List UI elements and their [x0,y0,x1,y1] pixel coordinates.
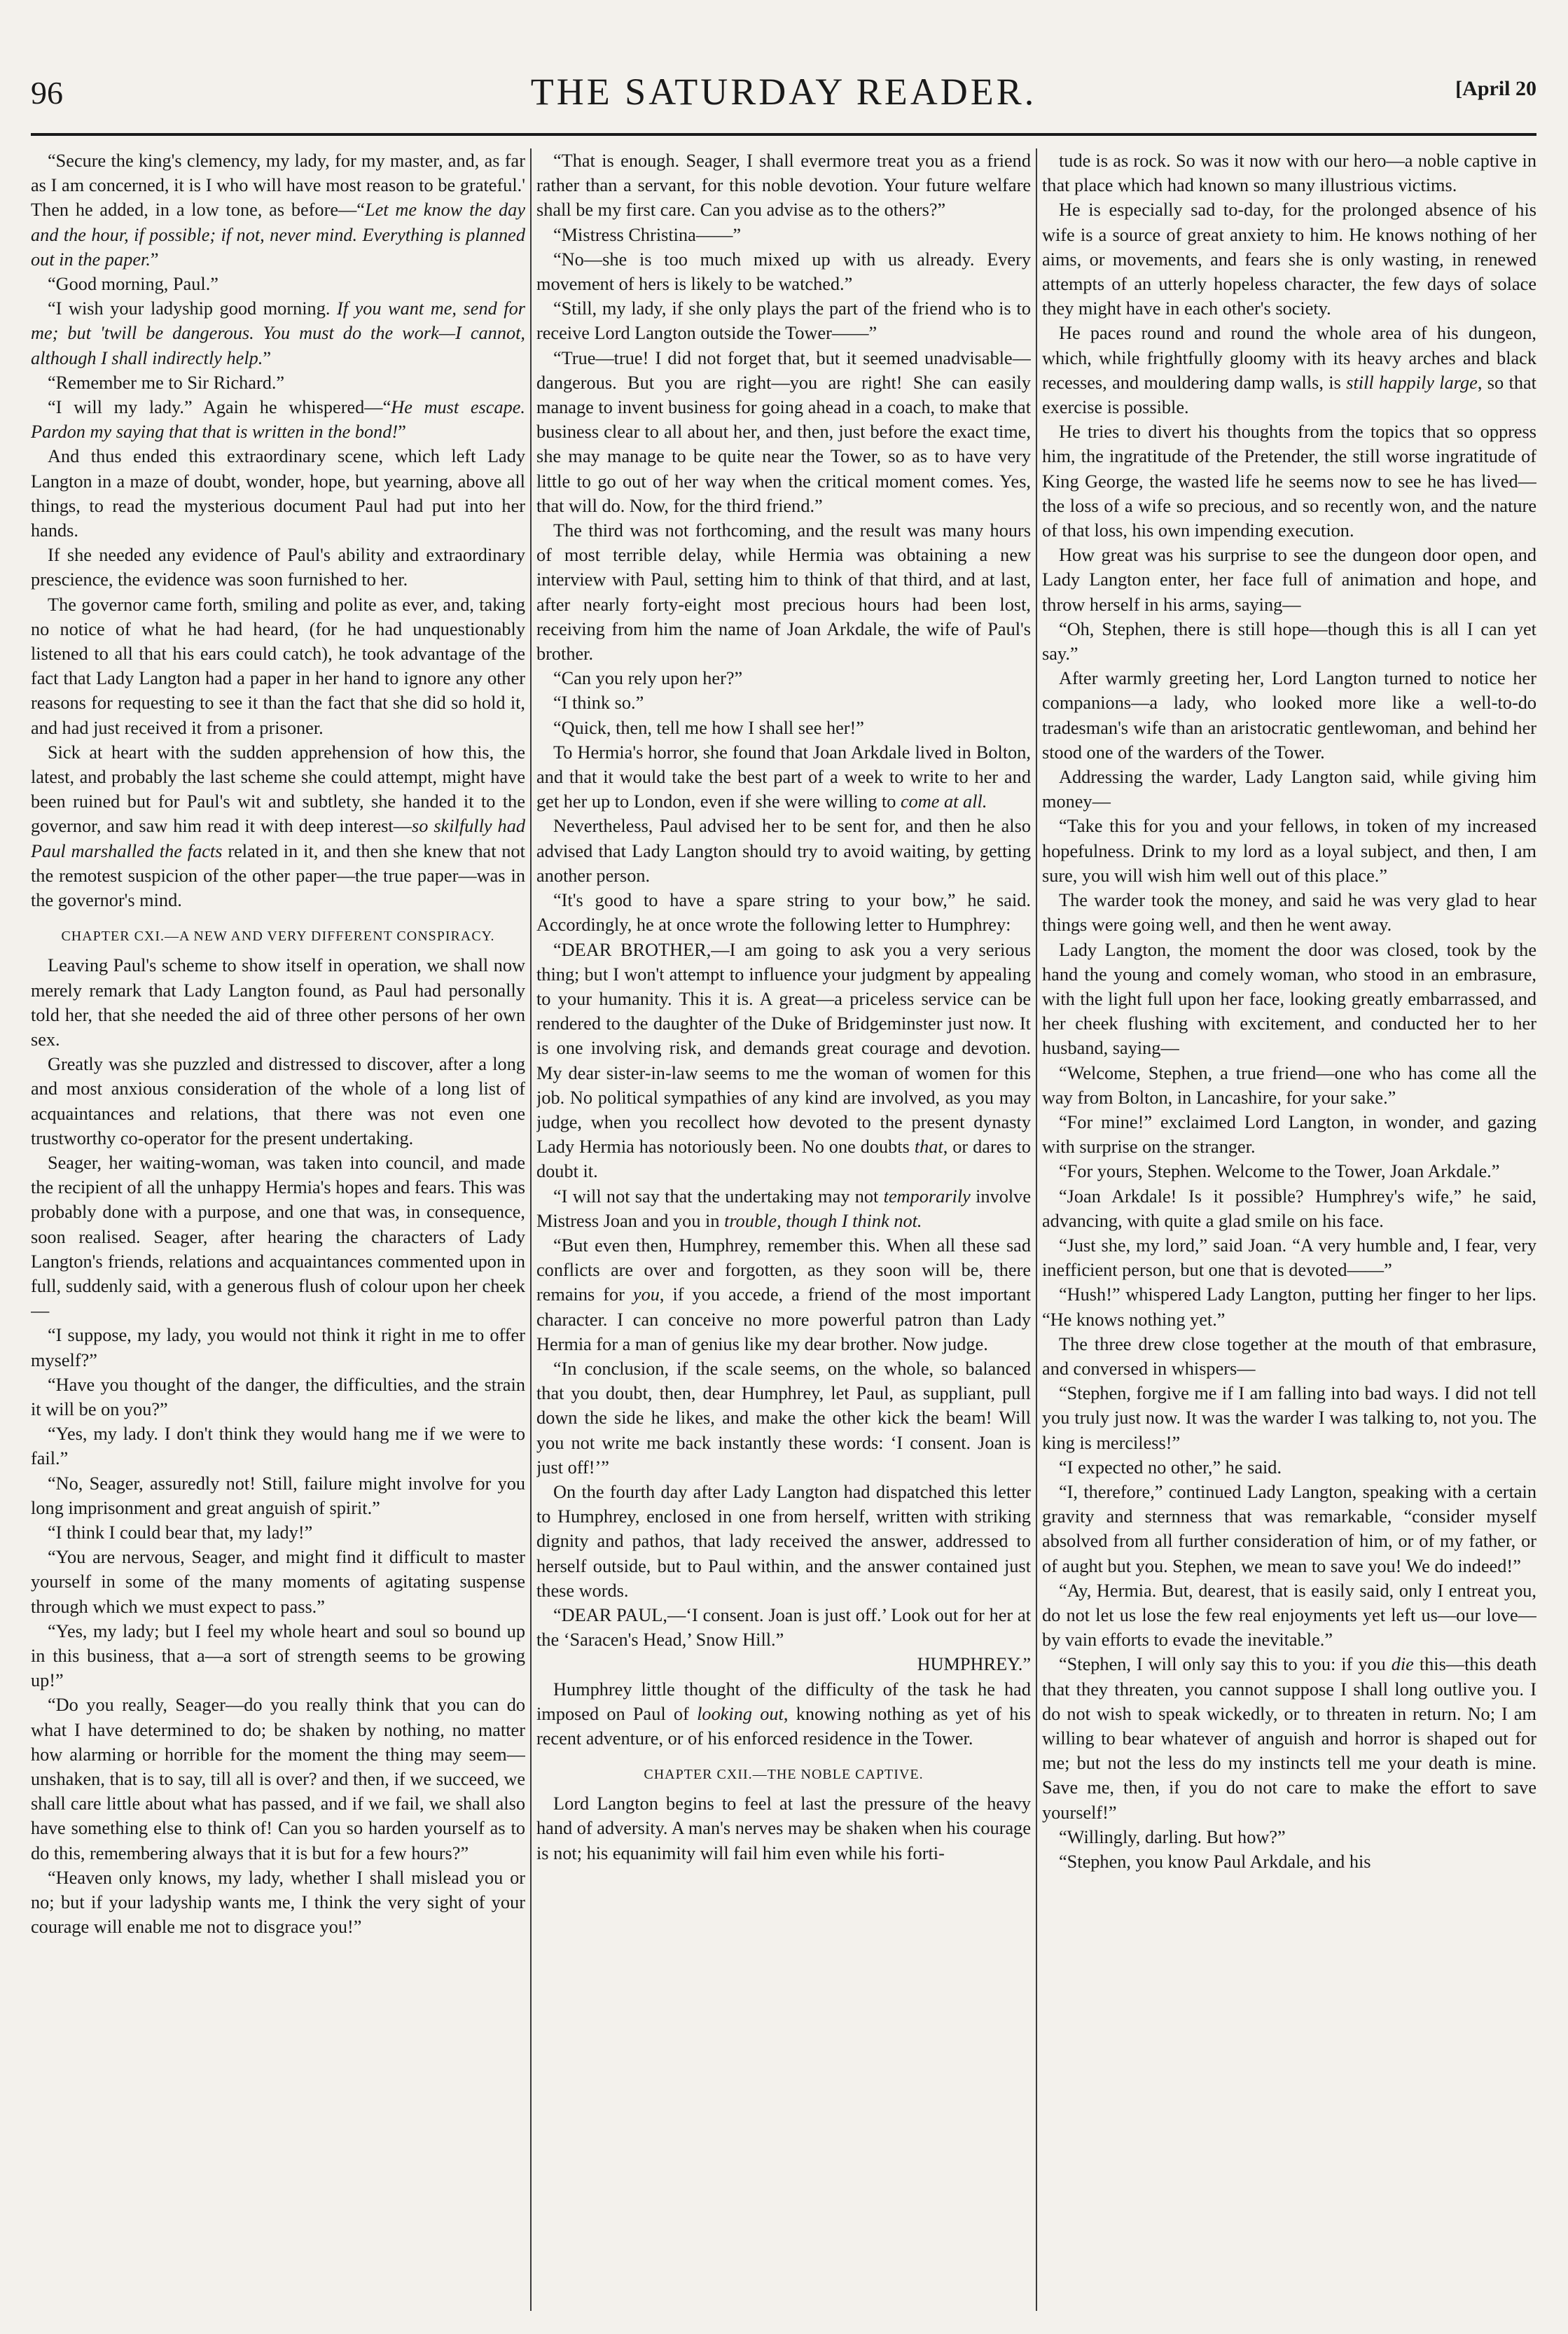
masthead [31,28,1536,133]
paragraph: “That is enough. Seager, I shall evermore treat you as a friend rather than a servant, for this noble devotion. Your future welfare shall be my first care. Can you advise as to the others?” [536,151,1031,221]
column-divider [1031,148,1042,2311]
paragraph: “Good morning, Paul.” [48,274,218,295]
paragraph: The warder took the money, and said he was very glad to hear things were going well, and then he went away. [1042,890,1536,936]
paragraph: “Mistress Christina——” [553,224,742,245]
paragraph: “Have you thought of the danger, the difficulties, and the strain it will be on you?” [31,1374,525,1419]
paragraph: “DEAR BROTHER,—I am going to ask you a very serious thing; but I won't attempt to influence your judgment by appealing to your humanity. This it is. A great—a priceless service can be rendered to the daughter of the Duke of Bridgeminster just now. It is one involving risk, and demands great courage and devotion. My dear sister-in-law seems to me the woman of women for this job. No political sympathies of any kind are involved, as you may judge, when you recollect how devoted to the present dynasty Lady Hermia has notoriously been. No one doubts that, or dares to doubt it. [536,939,1031,1182]
paragraph: “Take this for you and your fellows, in token of my increased hopefulness. Drink to my lord as a loyal subject, and then, I am sure, you will wish him well out of this place.” [1042,816,1536,886]
paragraph: Greatly was she puzzled and distressed to discover, after a long and most anxious consideration of the whole of a long list of acquaintances and relations, that there was not even one trustworthy co-operator for the present undertaking. [31,1054,525,1148]
letter-signature: HUMPHREY.” [917,1654,1031,1675]
paragraph: “Remember me to Sir Richard.” [48,372,285,393]
paragraph: Lady Langton, the moment the door was closed, took by the hand the young and comely woman, who stood in an embrasure, with the light full upon her face, looking greatly embarrassed, and her cheek flushing with excitement, and conducted her to her husband, saying— [1042,939,1536,1059]
paragraph: He is especially sad to-day, for the prolonged absence of his wife is a source of great anxiety to him. He knows nothing of her aims, or movements, and fears she is only wasting, in renewed attempts of an utterly hopeless character, the few days of solace they might have in each other's society. [1042,200,1536,319]
paragraph: The three drew close together at the mouth of that embrasure, and conversed in whispers— [1042,1333,1536,1379]
paragraph: “I think so.” [553,693,644,714]
paragraph: Humphrey little thought of the difficulty of the task he had imposed on Paul of looking out, knowing nothing as yet of his recent adventure, or of his enforced residence in the Tower. [536,1679,1031,1749]
publication-title: THE SATURDAY READER. [530,71,1037,113]
paragraph: “Do you really, Seager—do you really think that you can do what I have determined to do; be shaken by nothing, no matter how alarming or horrible for the moment the thing may seem—unshaken, that is to say, till all is over? and then, if we succeed, we shall care little about what has passed, and if we fail, we shall also have something else to think of! Can you so harden yourself as to do this, remembering always that it is but for a few hours?” [31,1695,525,1863]
paragraph: Lord Langton begins to feel at last the pressure of the heavy hand of adversity. A man's nerves may be shaken when his courage is not; his equanimity will fail him even while his forti- [536,1793,1031,1863]
paragraph: “No—she is too much mixed up with us already. Every movement of hers is likely to be watched.” [536,249,1031,295]
paragraph: “I will not say that the undertaking may not temporarily involve Mistress Joan and you in trouble, though I think not. [536,1186,1031,1231]
paragraph: “Quick, then, tell me how I shall see her!” [553,717,864,738]
paragraph: “Welcome, Stephen, a true friend—one who has come all the way from Bolton, in Lancashire, for your sake.” [1042,1062,1536,1108]
paragraph: “I will my lady.” Again he whispered—“He must escape. Pardon my saying that that is written in the bond!” [31,397,525,443]
paragraph: “Yes, my lady; but I feel my whole heart and soul so bound up in this business, that a—a sort of strength seems to be growing up!” [31,1620,525,1691]
paragraph: “Still, my lady, if she only plays the part of the friend who is to receive Lord Langton outside the Tower——” [536,298,1031,344]
paragraph: “I suppose, my lady, you would not think it right in me to offer myself?” [31,1325,525,1370]
paragraph: To Hermia's horror, she found that Joan Arkdale lived in Bolton, and that it would take the best part of a week to write to her and get her up to London, even if she were willing to come at all. [536,742,1031,812]
header-rule [31,133,1536,136]
paragraph: The governor came forth, smiling and polite as ever, and, taking no notice of what he had heard, (for he had unquestionably listened to all that his ears could catch), he took advantage of the fact that Lady Langton had a paper in her hand to ignore any other reasons for requesting to see it than the fact that she did so hold it, and had just received it from a prisoner. [31,594,525,738]
paragraph: “Joan Arkdale! Is it possible? Humphrey's wife,” he said, advancing, with quite a glad smile on his face. [1042,1186,1536,1231]
paragraph: Sick at heart with the sudden apprehension of how this, the latest, and probably the last scheme she could attempt, might have been ruined but for Paul's wit and subtlety, she handed it to the governor, and saw him read it with deep interest—so skilfully had Paul marshalled the facts related in it, and then she knew that not the remotest suspicion of the other paper—the true paper—was in the governor's mind. [31,742,525,911]
paragraph: “Heaven only knows, my lady, whether I shall mislead you or no; but if your ladyship wants me, I think the very sight of your courage will enable me not to disgrace you!” [31,1867,525,1938]
paragraph: “Can you rely upon her?” [553,668,743,689]
paragraph: “Yes, my lady. I don't think they would hang me if we were to fail.” [31,1424,525,1469]
paragraph: “It's good to have a spare string to your bow,” he said. Accordingly, he at once wrote the following letter to Humphrey: [536,890,1031,936]
column-2 [536,148,1031,2311]
paragraph: “Oh, Stephen, there is still hope—though this is all I can yet say.” [1042,618,1536,665]
column-3 [1042,148,1536,2311]
paragraph: “True—true! I did not forget that, but it seemed unadvisable—dangerous. But you are right—you are right! She can easily manage to invent business for going ahead in a coach, to make that business clear to all about her, and then, just before the exact time, she may manage to be quite near the Tower, so as to have very little to go out of her way when the critical moment comes. Yes, that will do. Now, for the third friend.” [536,347,1031,516]
paragraph: He paces round and round the whole area of his dungeon, which, while frightfully gloomy with its heavy arches and black recesses, and mouldering damp walls, is still happily large, so that exercise is possible. [1042,323,1536,418]
paragraph: “Stephen, I will only say this to you: if you die this—this death that they threaten, you cannot suppose I shall long outlive you. I do not wish to speak wickedly, or to threaten in return. No; I am willing to bear whatever of anguish and horror is shaped out for me; but not the less do my instincts tell me your death is mine. Save me, then, if you do not care to make the effort to save yourself!” [1042,1654,1536,1823]
issue-date: [April 20 [1455,77,1536,100]
paragraph: “Willingly, darling. But how?” [1059,1826,1286,1847]
paragraph: How great was his surprise to see the dungeon door open, and Lady Langton enter, her face full of animation and hope, and throw herself in his arms, saying— [1042,545,1536,615]
paragraph: “I expected no other,” he said. [1059,1457,1282,1478]
paragraph: And thus ended this extraordinary scene, which left Lady Langton in a maze of doubt, wonder, hope, but yearning, above all things, to read the mysterious document Paul had put into her hands. [31,446,525,541]
paragraph: “Stephen, you know Paul Arkdale, and his [1059,1852,1371,1873]
paragraph: Seager, her waiting-woman, was taken into council, and made the recipient of all the unhappy Hermia's hopes and fears. This was probably done with a purpose, and one that was, in consequence, soon realised. Seager, after hearing the characters of Lady Langton's friends, relations and acquaintances commented upon in full, suddenly said, with a generous flush of colour upon her cheek— [31,1152,525,1321]
paragraph: “I think I could bear that, my lady!” [48,1522,313,1543]
paragraph: The third was not forthcoming, and the result was many hours of most terrible delay, while Hermia was obtaining a new interview with Paul, setting him to think of that third, and at last, after nearly forty-eight most precious hours had been lost, receiving from him the name of Joan Arkdale, the wife of Paul's brother. [536,520,1031,665]
paragraph: “Hush!” whispered Lady Langton, putting her finger to her lips. “He knows nothing yet.” [1042,1284,1536,1330]
column-divider [525,148,536,2311]
paragraph: He tries to divert his thoughts from the topics that so oppress him, the ingratitude of the Pretender, the still worse ingratitude of King George, the wasted life he seems now to see he has lived—the loss of a wife so precious, and so recently won, and the nature of that loss, his own impending execution. [1042,422,1536,541]
column-1 [31,148,525,2311]
chapter-heading: CHAPTER CXII.—THE NOBLE CAPTIVE. [644,1767,924,1783]
paragraph: If she needed any evidence of Paul's ability and extraordinary prescience, the evidence was soon furnished to her. [31,545,525,590]
paragraph: “Just she, my lord,” said Joan. “A very humble and, I fear, very inefficient person, but one that is devoted——” [1042,1235,1536,1281]
paragraph: “For yours, Stephen. Welcome to the Tower, Joan Arkdale.” [1059,1161,1500,1182]
paragraph: “In conclusion, if the scale seems, on the whole, so balanced that you doubt, then, dear Humphrey, let Paul, as suppliant, pull down the side he likes, and make the other kick the beam! Will you not write me back instantly these words: ‘I consent. Joan is just off!’” [536,1358,1031,1478]
paragraph: “But even then, Humphrey, remember this. When all these sad conflicts are over and forgotten, as they soon will be, there remains for you, if you accede, a friend of the most important character. I can conceive no more powerful patron than Lady Hermia for a man of genius like my dear brother. Now judge. [536,1235,1031,1354]
paragraph: “Secure the king's clemency, my lady, for my master, and, as far as I am concerned, it is I who will have most reason to be grateful.' Then he added, in a low tone, as before—“Let me know the day and the hour, if possible; if not, never mind. Everything is planned out in the paper.” [31,151,525,270]
paragraph: Leaving Paul's scheme to show itself in operation, we shall now merely remark that Lady Langton found, as Paul had personally told her, that she needed the aid of three other persons of her own sex. [31,955,525,1050]
paragraph: “You are nervous, Seager, and might find it difficult to master yourself in some of the many moments of agitating suspense through which we must expect to pass.” [31,1547,525,1617]
page-number: 96 [31,75,63,111]
text-columns [31,148,1536,2311]
paragraph: After warmly greeting her, Lord Langton turned to notice her companions—a lady, who looked more like a well-to-do tradesman's wife than an aristocratic gentlewoman, and behind her stood one of the warders of the Tower. [1042,668,1536,763]
paragraph: “No, Seager, assuredly not! Still, failure might involve for you long imprisonment and great anguish of spirit.” [31,1473,525,1518]
chapter-heading: CHAPTER CXI.—A NEW AND VERY DIFFERENT CONSPIRACY. [61,929,495,945]
paragraph: Addressing the warder, Lady Langton said, while giving him money— [1042,767,1536,812]
paragraph: “DEAR PAUL,—‘I consent. Joan is just off.’ Look out for her at the ‘Saracen's Head,’ Snow Hill.” [536,1604,1031,1651]
paragraph: “Stephen, forgive me if I am falling into bad ways. I did not tell you truly just now. It was the warder I was talking to, not you. The king is merciless!” [1042,1383,1536,1453]
paragraph: tude is as rock. So was it now with our hero—a noble captive in that place which had known so many illustrious victims. [1042,151,1536,196]
paragraph: “I, therefore,” continued Lady Langton, speaking with a certain gravity and sternness that was remarkable, “consider myself absolved from all further consideration of him, or of my father, or of aught but you. Stephen, we mean to save you! We do indeed!” [1042,1481,1536,1576]
paragraph: Nevertheless, Paul advised her to be sent for, and then he also advised that Lady Langton should try to avoid waiting, by getting another person. [536,816,1031,886]
paragraph: On the fourth day after Lady Langton had dispatched this letter to Humphrey, enclosed in one from herself, written with striking dignity and pathos, that lady received the answer, addressed to herself outside, but to Paul within, and the answer contained just these words. [536,1481,1031,1601]
paragraph: “For mine!” exclaimed Lord Langton, in wonder, and gazing with surprise on the stranger. [1042,1111,1536,1158]
paragraph: “Ay, Hermia. But, dearest, that is easily said, only I entreat you, do not let us lose the few real enjoyments yet left us—our love—by vain efforts to evade the inevitable.” [1042,1580,1536,1651]
newspaper-page [31,28,1536,2311]
paragraph: “I wish your ladyship good morning. If you want me, send for me; but 'twill be dangerous. You must do the work—I cannot, although I shall indirectly help.” [31,298,525,368]
